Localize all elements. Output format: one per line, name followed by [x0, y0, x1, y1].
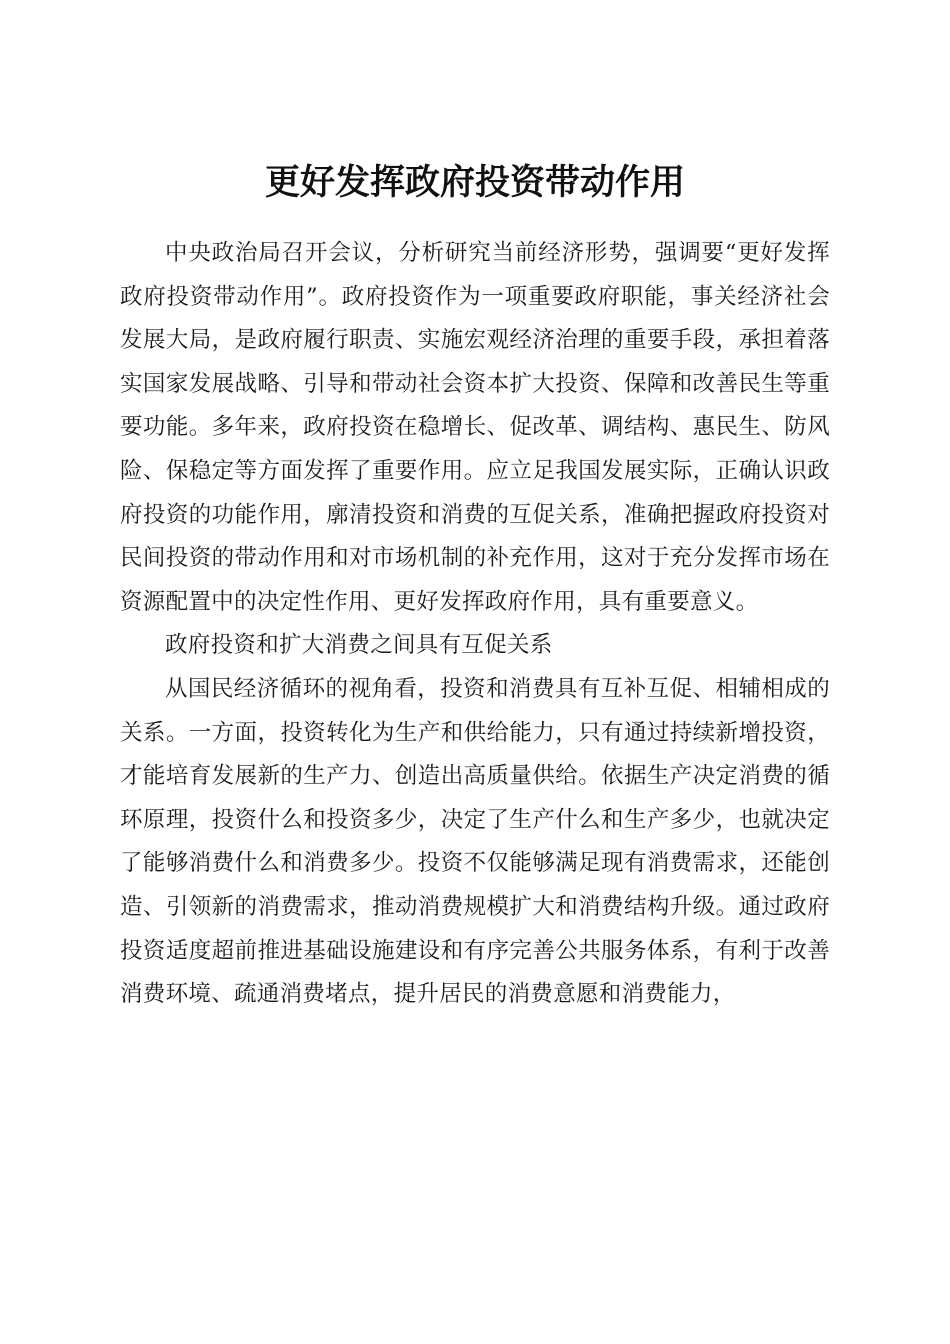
section-heading: 政府投资和扩大消费之间具有互促关系	[165, 632, 553, 659]
document-body	[120, 232, 830, 1017]
intro-paragraph: 中央政治局召开会议，分析研究当前经济形势，强调要“更好发挥政府投资带动作用”。政府投资作为一项重要政府职能，事关经济社会发展大局，是政府履行职责、实施宏观经济治理的重要手段，承担着落实国家发展战略、引导和带动社会资本扩大投资、保障和改善民生等重要功能。多年来，政府投资在稳增长、促改革、调结构、惠民生、防风险、保稳定等方面发挥了重要作用。应立足我国发展实际，正确认识政府投资的功能作用，廓清投资和消费的互促关系，准确把握政府投资对民间投资的带动作用和对市场机制的补充作用，这对于充分发挥市场在资源配置中的决定性作用、更好发挥政府作用，具有重要意义。	[120, 240, 830, 615]
section-paragraph: 从国民经济循环的视角看，投资和消费具有互补互促、相辅相成的关系。一方面，投资转化为生产和供给能力，只有通过持续新增投资，才能培育发展新的生产力、创造出高质量供给。依据生产决定消费的循环原理，投资什么和投资多少，决定了生产什么和生产多少，也就决定了能够消费什么和消费多少。投资不仅能够满足现有消费需求，还能创造、引领新的消费需求，推动消费规模扩大和消费结构升级。通过政府投资适度超前推进基础设施建设和有序完善公共服务体系，有利于改善消费环境、疏通消费堵点，提升居民的消费意愿和消费能力，	[120, 675, 830, 1008]
document-title: 更好发挥政府投资带动作用	[264, 162, 685, 204]
